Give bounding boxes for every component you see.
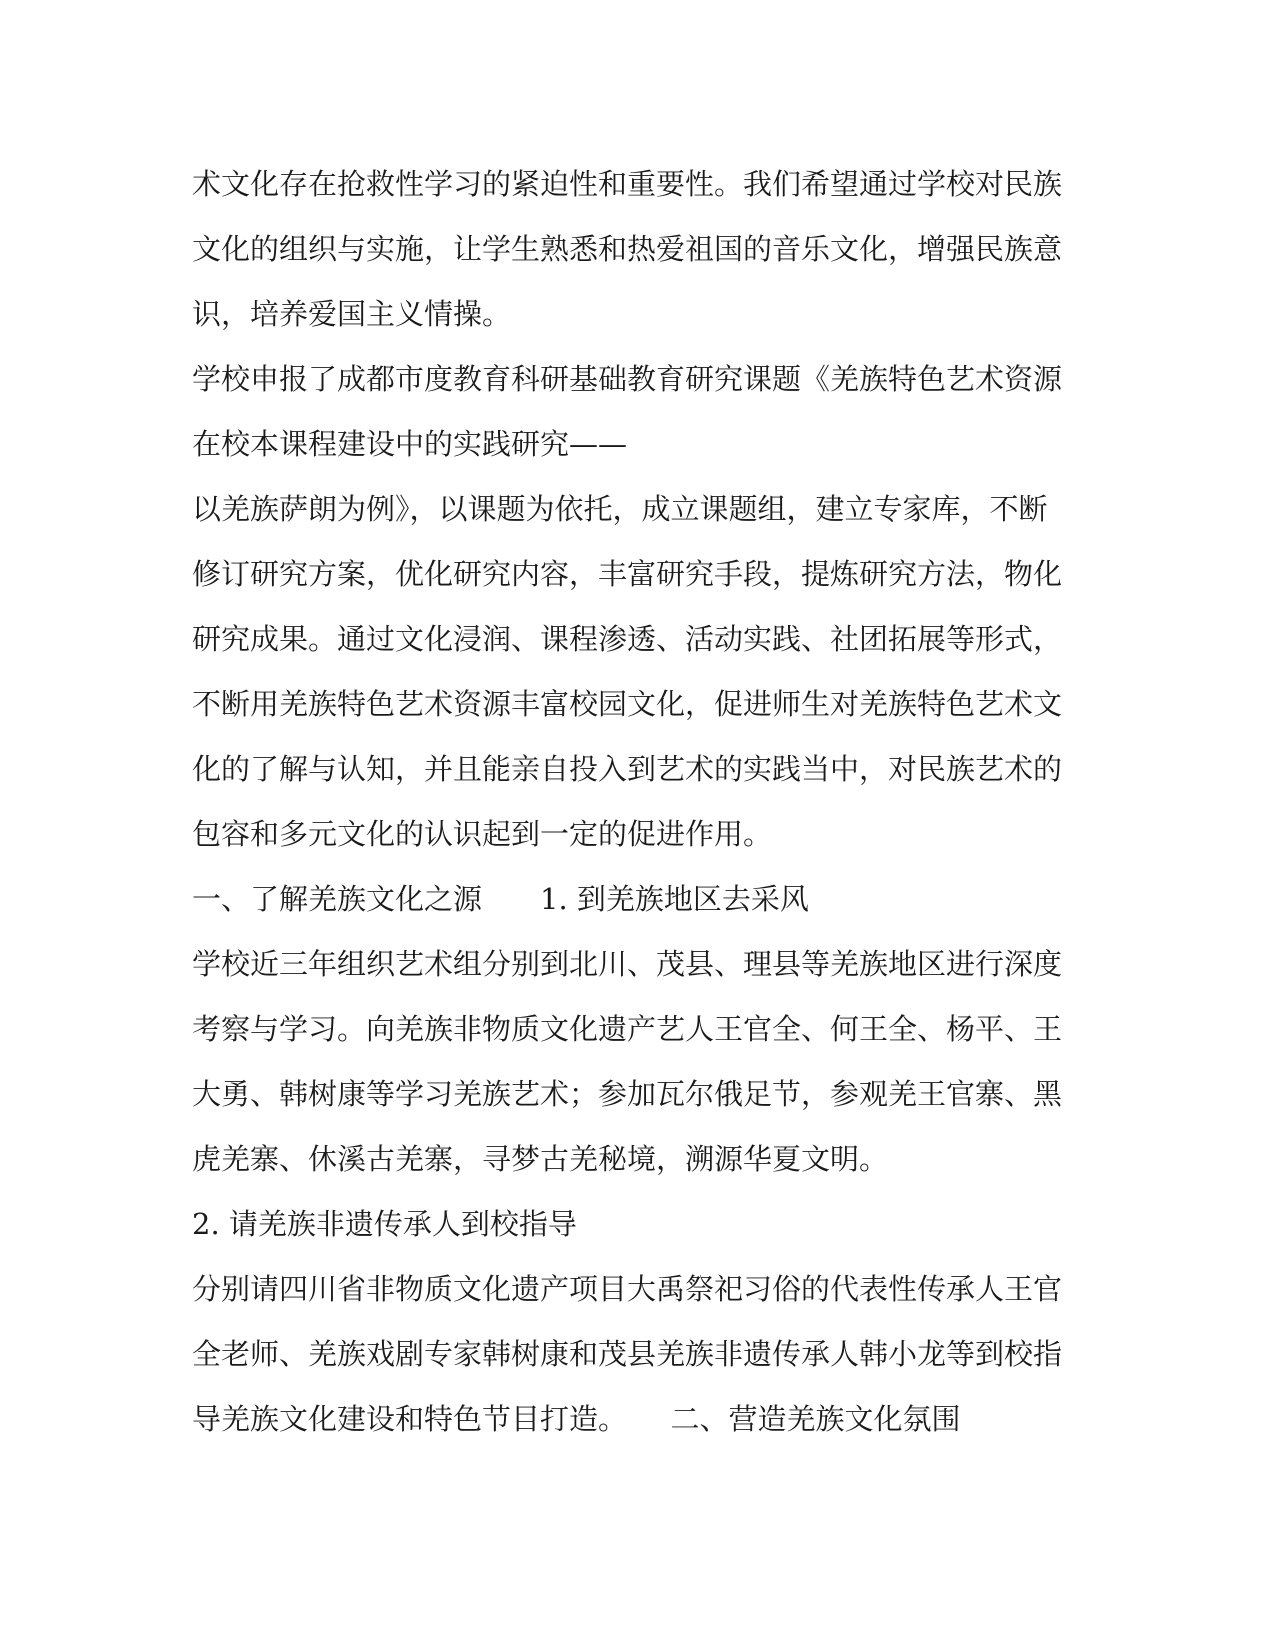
body-text — [192, 152, 1072, 1452]
text-line: 学校近三年组织艺术组分别到北川、茂县、理县等羌族地区进行深度 — [192, 947, 1063, 981]
text-line: 学校申报了成都市度教育科研基础教育研究课题《羌族特色艺术资源 — [192, 362, 1063, 396]
text-line: 分别请四川省非物质文化遗产项目大禹祭祀习俗的代表性传承人王官 — [192, 1272, 1063, 1306]
text-line: 修订研究方案，优化研究内容，丰富研究手段，提炼研究方法，物化 — [192, 557, 1063, 591]
text-line: 不断用羌族特色艺术资源丰富校园文化，促进师生对羌族特色艺术文 — [192, 687, 1063, 721]
text-line: 在校本课程建设中的实践研究—— — [192, 427, 628, 461]
text-line: 研究成果。通过文化浸润、课程渗透、活动实践、社团拓展等形式， — [192, 622, 1063, 656]
text-line: 大勇、韩树康等学习羌族艺术；参加瓦尔俄足节，参观羌王官寨、黑 — [192, 1077, 1063, 1111]
text-line: 全老师、羌族戏剧专家韩树康和茂县羌族非遗传承人韩小龙等到校指 — [192, 1337, 1063, 1371]
subheading-line: 2. 请羌族非遗传承人到校指导 — [192, 1207, 577, 1241]
text-line: 虎羌寨、休溪古羌寨，寻梦古羌秘境，溯源华夏文明。 — [192, 1142, 889, 1176]
section-heading-line: 一、了解羌族文化之源 1. 到羌族地区去采风 — [192, 882, 809, 916]
text-line: 考察与学习。向羌族非物质文化遗产艺人王官全、何王全、杨平、王 — [192, 1012, 1063, 1046]
text-line: 包容和多元文化的认识起到一定的促进作用。 — [192, 817, 773, 851]
text-line: 化的了解与认知，并且能亲自投入到艺术的实践当中，对民族艺术的 — [192, 752, 1063, 786]
text-line: 导羌族文化建设和特色节目打造。 二、营造羌族文化氛围 — [192, 1402, 961, 1436]
text-line: 以羌族萨朗为例》，以课题为依托，成立课题组，建立专家库，不断 — [192, 492, 1048, 526]
text-line: 术文化存在抢救性学习的紧迫性和重要性。我们希望通过学校对民族 — [192, 167, 1063, 201]
text-line: 识，培养爱国主义情操。 — [192, 297, 512, 331]
text-line: 文化的组织与实施，让学生熟悉和热爱祖国的音乐文化，增强民族意 — [192, 232, 1063, 266]
